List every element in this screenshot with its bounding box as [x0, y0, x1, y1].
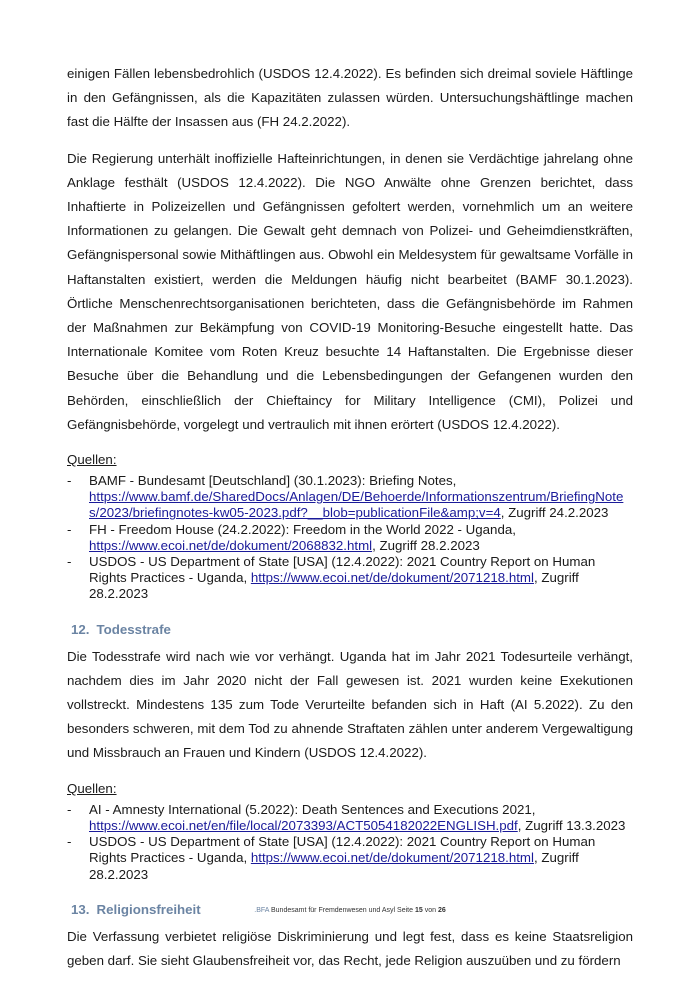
document-page	[67, 62, 633, 973]
source-item	[67, 554, 633, 603]
source-item	[67, 802, 633, 834]
source-access-date: , Zugriff 28.2.2023	[372, 537, 480, 553]
paragraph: Die Todesstrafe wird nach wie vor verhängt. Uganda hat im Jahr 2021 Todesurteile verhängt, nachdem dies im Jahr 2020 nicht der Fall gewesen ist. 2021 wurden keine Exekutionen vollstreckt. Mindestens 135 zum Tode Verurteilte befanden sich in Haft (AI 5.2022). Zu den besonders schweren, mit dem Tod zu ahnende Straftaten zählen unter anderem Vergewaltigung und Missbrauch an Frauen und Kindern (USDOS 12.4.2022).	[67, 648, 633, 761]
page-number: 15	[414, 907, 423, 914]
source-text: USDOS - US Department of State [USA] (12.4.2022): 2021 Country Report on Human Rights Practices - Uganda,	[89, 834, 596, 866]
footer-of: von	[422, 907, 438, 914]
paragraph: Die Regierung unterhält inoffizielle Hafteinrichtungen, in denen sie Verdächtige jahrelang ohne Anklage festhält (USDOS 12.4.2022). Die NGO Anwälte ohne Grenzen berichtet, dass Inhaftierte in Polizeizellen und Gefängnissen gefoltert werden, vornehmlich um an weitere Informationen zu gelangen. Die Gewalt geht demnach von Polizei- und Geheimdienstkräften, Gefängnispersonal sowie Mithäftlingen aus. Obwohl ein Meldesystem für gewaltsame Vorfälle in Haftanstalten existiert, werden die Meldungen häufig nicht bearbeitet (BAMF 30.1.2023). Örtliche Menschenrechtsorganisationen berichteten, dass die Gefängnisbehörde im Rahmen der Maßnahmen zur Bekämpfung von COVID-19 Monitoring-Besuche eingestellt hatte. Das Internationale Komitee vom Roten Kreuz besuchte 14 Haftanstalten. Die Ergebnisse dieser Besuche über die Behandlung und die Lebensbedingungen der Gefangenen wurden den Behörden, einschließlich der Chieftaincy for Military Intelligence (CMI), Polizei und Gefängnisbehörde, vorgelegt und vertraulich mit ihnen erörtert (USDOS 12.4.2022).	[67, 150, 633, 432]
source-link[interactable]: https://www.ecoi.net/de/dokument/2068832.html	[89, 537, 373, 553]
source-text: USDOS - US Department of State [USA] (12.4.2022): 2021 Country Report on Human Rights Practices - Uganda,	[89, 554, 596, 586]
list-dash: -	[67, 801, 72, 817]
source-access-date: , Zugriff 28.2.2023	[89, 850, 579, 882]
page-footer	[0, 907, 700, 914]
source-text: FH - Freedom House (24.2.2022): Freedom in the World 2022 - Uganda,	[89, 521, 516, 537]
section-heading-todesstrafe	[67, 621, 633, 639]
sources-label: Quellen:	[67, 452, 117, 468]
sources-label: Quellen:	[67, 780, 117, 796]
bfa-logo: .BFA	[254, 907, 270, 914]
section-title: Religionsfreiheit	[96, 901, 201, 917]
source-link[interactable]: https://www.ecoi.net/de/dokument/2071218.html	[250, 850, 534, 866]
sources-list	[67, 802, 633, 883]
list-dash: -	[67, 834, 72, 850]
section-number: 13.	[71, 901, 90, 917]
source-access-date: , Zugriff 24.2.2023	[500, 505, 609, 521]
sources-list	[67, 473, 633, 603]
source-item	[67, 522, 633, 554]
footer-text: Bundesamt für Fremdenwesen und Asyl Seite	[269, 907, 415, 914]
list-dash: -	[67, 554, 72, 570]
list-dash: -	[67, 473, 72, 489]
source-access-date: , Zugriff 13.3.2023	[517, 817, 626, 833]
list-dash: -	[67, 521, 72, 537]
source-link[interactable]: https://www.ecoi.net/en/file/local/2073393/ACT5054182022ENGLISH.pdf	[89, 817, 518, 833]
source-item	[67, 834, 633, 883]
source-text: BAMF - Bundesamt [Deutschland] (30.1.2023): Briefing Notes,	[89, 473, 457, 489]
section-number: 12.	[71, 621, 90, 637]
source-link[interactable]: https://www.bamf.de/SharedDocs/Anlagen/DE/Behoerde/Informationszentrum/BriefingNotes/2023/briefingnotes-kw05-2023.pdf?__blob=publicationFile&amp;v=4	[89, 489, 624, 521]
source-text: AI - Amnesty International (5.2022): Death Sentences and Executions 2021,	[89, 801, 536, 817]
paragraph: Die Verfassung verbietet religiöse Diskriminierung und legt fest, dass es keine Staatsreligion geben darf. Sie sieht Glaubensfreiheit vor, das Recht, jede Religion auszuüben und zu fördern	[67, 928, 633, 968]
paragraph: einigen Fällen lebensbedrohlich (USDOS 12.4.2022). Es befinden sich dreimal soviele Häftlinge in den Gefängnissen, als die Kapazitäten zulassen würden. Untersuchungshäftlinge machen fast die Hälfte der Insassen aus (FH 24.2.2022).	[67, 66, 633, 130]
source-item	[67, 473, 633, 522]
page-total: 26	[437, 907, 446, 914]
source-access-date: , Zugriff 28.2.2023	[89, 570, 579, 602]
source-link[interactable]: https://www.ecoi.net/de/dokument/2071218.html	[250, 570, 534, 586]
section-title: Todesstrafe	[96, 621, 171, 637]
